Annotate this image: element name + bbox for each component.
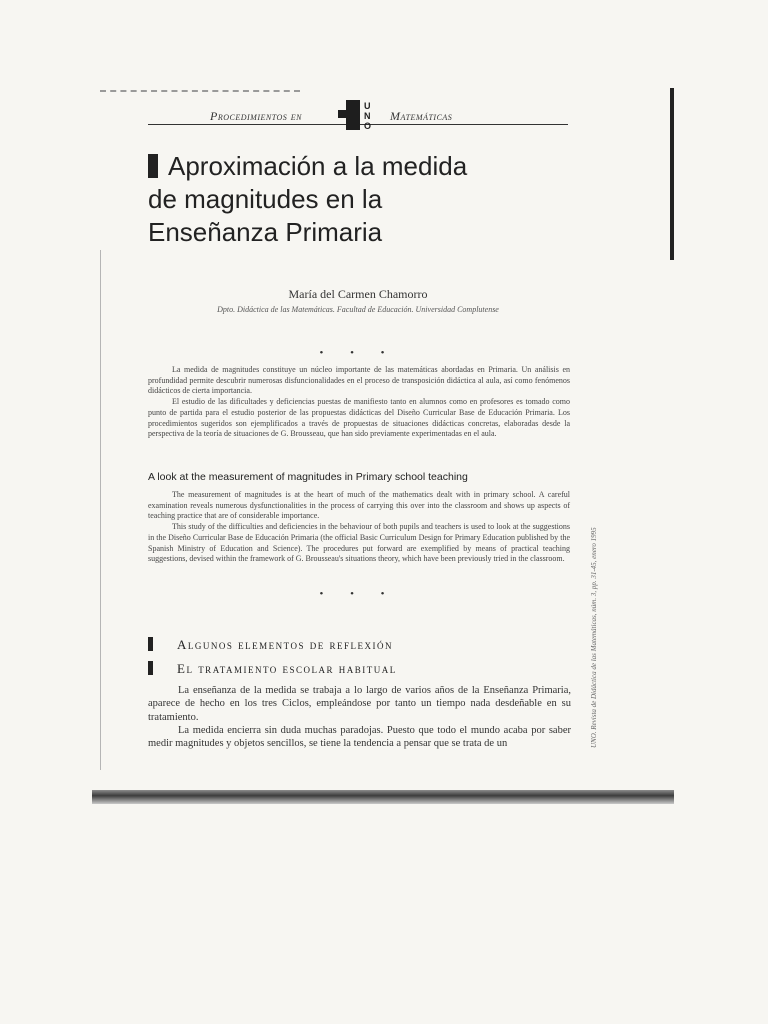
- section-heading-1: Algunos elementos de reflexión: [148, 637, 568, 653]
- abstract-en-paragraph: The measurement of magnitudes is at the heart of much of the mathematics dealt with in primary school. A careful examination reveals numerous dysfunctionalities in the process of carrying this over into the classroom and shows up aspects of teaching practice that are of considerable importance.: [148, 490, 570, 521]
- left-margin-rule: [100, 250, 101, 770]
- author-name: María del Carmen Chamorro: [288, 287, 428, 301]
- title-line-1: Aproximación a la medida: [148, 150, 568, 183]
- english-heading: A look at the measurement of magnitudes in Primary school teaching: [148, 471, 468, 483]
- body-text: [148, 684, 571, 750]
- separator-dots-2: • • •: [319, 588, 397, 600]
- svg-text:U: U: [364, 101, 371, 111]
- running-header-left: Procedimientos en: [210, 109, 303, 123]
- scan-dash-mark: [100, 90, 300, 92]
- author-affiliation: Dpto. Didáctica de las Matemáticas. Facultad de Educación. Universidad Complutense: [217, 305, 499, 314]
- abstract-es-paragraph: El estudio de las dificultades y deficiencias puestas de manifiesto tanto en alumnos como en profesores es tomado como punto de partida para el estudio posterior de las propuestas didácticas del Diseño Curricular Base de Educación Primaria. Los procedimientos sugeridos son ejemplificados a través de propuestas de situaciones didácticas concretas, elaboradas desde la perspectiva de la teoría de situaciones de G. Brousseau, que han sido previamente experimentadas en el aula.: [148, 397, 570, 439]
- svg-text:O: O: [364, 121, 372, 131]
- body-paragraph: La enseñanza de la medida se trabaja a lo largo de varios años de la Enseñanza Primaria, aparece de hecho en los tres Ciclos, empleándose por tanto un tiempo nada desdeñable en su tratamiento.: [148, 685, 571, 723]
- scan-bottom-band: [92, 790, 674, 804]
- svg-text:N: N: [364, 111, 371, 121]
- abstract-es-paragraph: La medida de magnitudes constituye un núcleo importante de las matemáticas abordadas en Primaria. Un análisis en profundidad permite descubrir numerosas disfuncionalidades en el proceso de transposición didáctica al aula, así como fenómenos didácticos de cierta importancia.: [148, 365, 570, 396]
- section-marker-icon: [148, 637, 153, 651]
- title-line-2: de magnitudes en la: [148, 184, 383, 214]
- abstract-spanish: [148, 365, 570, 440]
- article-title: [148, 150, 568, 249]
- separator-dots-1: • • •: [319, 347, 397, 359]
- abstract-en-paragraph: This study of the difficulties and deficiencies in the behaviour of both pupils and teachers is used to look at the suggestions in the Diseño Curricular Base de Educación Primaria (the official Basic Curriculum Design for Primary Education published by the Spanish Ministry of Education and Science). The procedures put forward are exemplified by means of practical teaching suggestions, devised within the framework of G. Brousseau's situations theory, which have been previously tried in the classroom.: [148, 522, 570, 564]
- side-citation: UNO. Revista de Didáctica de las Matemáticas, núm. 3, pp. 31-45, enero 1995: [590, 527, 598, 748]
- journal-logo-icon: [336, 96, 376, 134]
- section-marker-icon: [148, 661, 153, 675]
- abstract-english: [148, 490, 570, 565]
- right-margin-bar: [670, 88, 674, 260]
- section-heading-2: El tratamiento escolar habitual: [148, 661, 568, 677]
- running-header-right: Matemáticas: [390, 109, 453, 123]
- body-paragraph: La medida encierra sin duda muchas paradojas. Puesto que todo el mundo acaba por saber medir magnitudes y objetos sencillos, se tiene la tendencia a pensar que se trata de un: [148, 724, 571, 750]
- title-marker-icon: [148, 154, 158, 178]
- title-line-3: Enseñanza Primaria: [148, 217, 383, 247]
